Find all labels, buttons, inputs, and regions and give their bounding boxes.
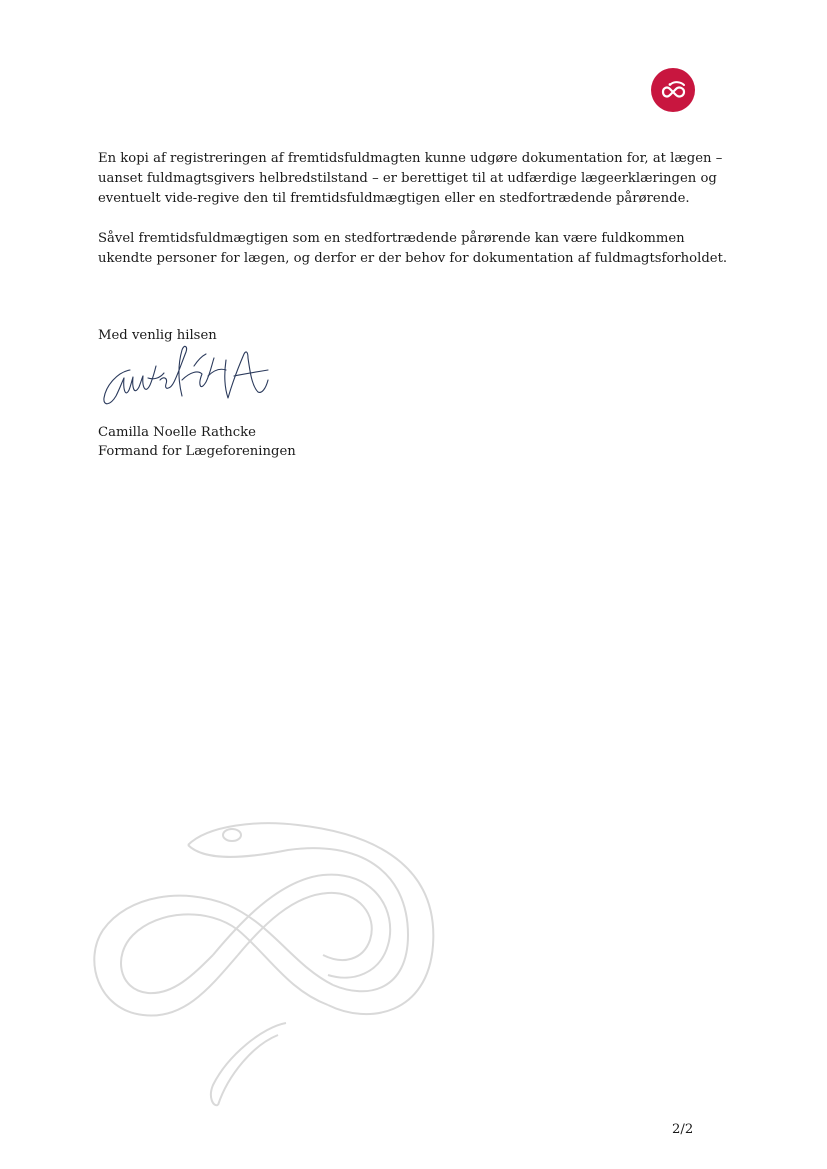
closing-text: Med venlig hilsen [98, 328, 217, 343]
signer-block [98, 423, 296, 461]
paragraph-1: En kopi af registreringen af fremtidsfuldmagten kunne udgøre dokumentation for, at lægen – uanset fuldmagtsgivers helbredstilstand – er berettiget til at udfærdige lægeerklæringen og eventuelt vide-regive den til fremtidsfuldmægtigen eller en stedfortrædende pårørende. [98, 151, 723, 206]
logo-svg [651, 68, 695, 112]
signer-title: Formand for Lægeforeningen [98, 444, 296, 459]
letter-body [98, 149, 738, 289]
snake-infinity-logo-icon [651, 68, 695, 112]
snake-infinity-watermark-icon [88, 815, 448, 1115]
paragraph-2: Såvel fremtidsfuldmægtigen som en stedfortrædende pårørende kan være fuldkommen ukendte personer for lægen, og derfor er der behov for dokumentation af fuldmagtsforholdet. [98, 231, 728, 266]
handwritten-signature [98, 340, 278, 410]
signer-name: Camilla Noelle Rathcke [98, 425, 256, 440]
page-number: 2/2 [672, 1122, 694, 1137]
